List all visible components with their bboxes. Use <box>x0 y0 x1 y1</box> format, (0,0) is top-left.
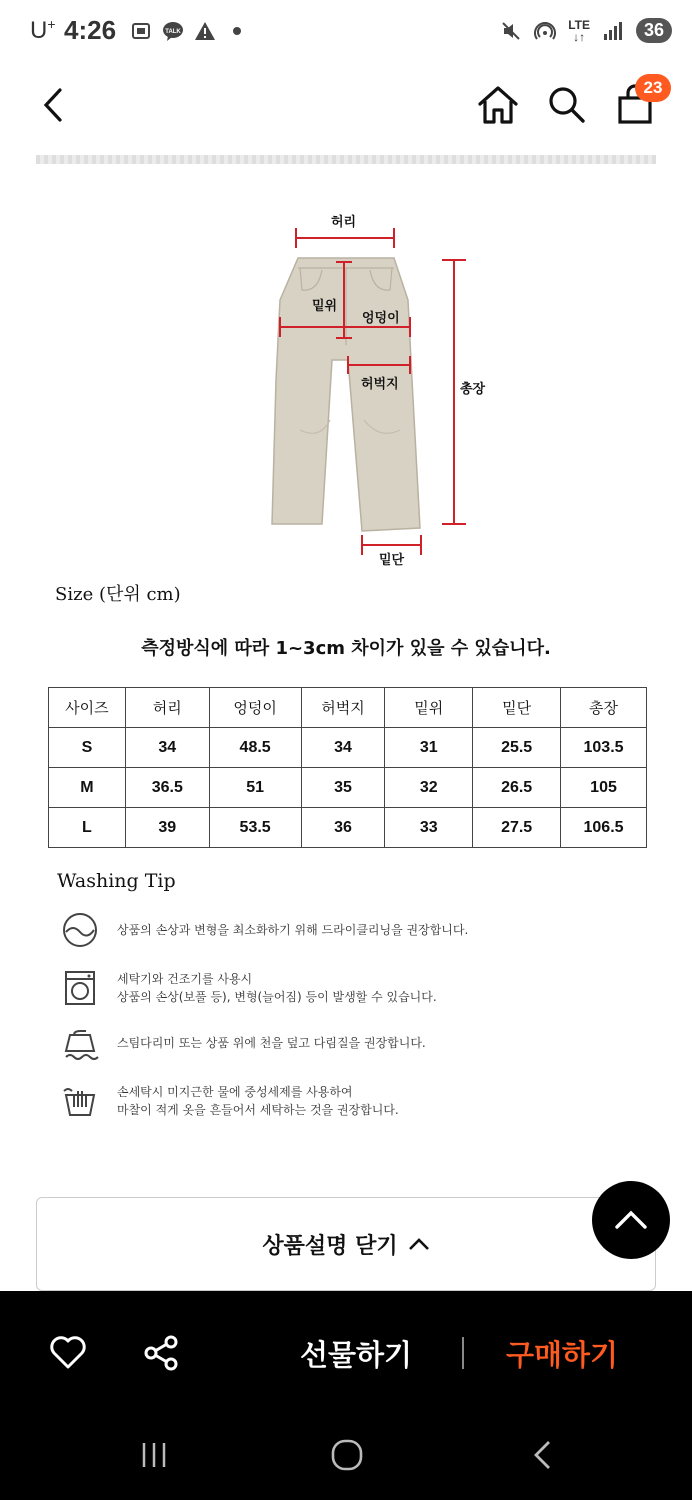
washing-tip-item <box>60 910 468 950</box>
close-description-label: 상품설명 닫기 <box>262 1233 398 1259</box>
table-cell: 34 <box>301 728 385 768</box>
table-cell: 48.5 <box>209 728 301 768</box>
tip-text-line: 스팀다리미 또는 상품 위에 천을 덮고 다림질을 권장합니다. <box>117 1036 426 1050</box>
table-cell: L <box>49 808 126 848</box>
action-divider <box>462 1337 464 1369</box>
wishlist-heart-icon[interactable] <box>48 1333 88 1373</box>
home-nav-icon[interactable] <box>330 1438 364 1472</box>
washing-tip-item <box>60 1023 426 1063</box>
table-header-row <box>49 688 647 728</box>
network-type: LTE ↓↑ <box>568 17 590 44</box>
table-cell: 27.5 <box>473 808 561 848</box>
table-cell: 105 <box>561 768 647 808</box>
table-header-cell: 밑단 <box>473 688 561 728</box>
washing-tip-item <box>60 1081 399 1121</box>
label-thigh: 허벅지 <box>361 377 399 392</box>
table-cell: 103.5 <box>561 728 647 768</box>
table-cell: 36.5 <box>125 768 209 808</box>
table-cell: 36 <box>301 808 385 848</box>
chevron-up-icon <box>408 1236 430 1252</box>
pants-illustration <box>0 0 692 575</box>
hand-wash-icon <box>60 1081 100 1121</box>
size-title: Size (단위 cm) <box>55 584 181 605</box>
table-row <box>49 808 647 848</box>
table-header-cell: 총장 <box>561 688 647 728</box>
table-row <box>49 728 647 768</box>
table-cell: 32 <box>385 768 473 808</box>
tip-text-line: 손세탁시 미지근한 물에 중성세제를 사용하여 <box>117 1085 353 1099</box>
label-rise: 밑위 <box>312 299 338 314</box>
table-cell: 33 <box>385 808 473 848</box>
battery-level: 36 <box>636 18 672 43</box>
table-header-cell: 밑위 <box>385 688 473 728</box>
washing-machine-icon <box>60 968 100 1008</box>
status-time: 4:26 <box>64 15 117 45</box>
tip-text-line: 상품의 손상(보풀 등), 변형(늘어짐) 등이 발생할 수 있습니다. <box>117 990 437 1004</box>
measurement-diagram <box>0 0 692 575</box>
table-header-cell: 엉덩이 <box>209 688 301 728</box>
table-cell: S <box>49 728 126 768</box>
gift-button[interactable]: 선물하기 <box>300 1338 413 1372</box>
label-hip: 엉덩이 <box>362 311 400 326</box>
cart-count-badge: 23 <box>635 74 671 102</box>
table-cell: 51 <box>209 768 301 808</box>
table-cell: 53.5 <box>209 808 301 848</box>
table-header-cell: 허벅지 <box>301 688 385 728</box>
carrier-label: U+ <box>30 16 56 44</box>
size-table <box>48 687 647 848</box>
table-cell: 39 <box>125 808 209 848</box>
washing-tip-title: Washing Tip <box>57 870 176 892</box>
iron-icon <box>60 1023 100 1063</box>
share-icon[interactable] <box>142 1333 180 1373</box>
table-cell: 31 <box>385 728 473 768</box>
table-header-cell: 사이즈 <box>49 688 126 728</box>
table-row <box>49 768 647 808</box>
table-cell: 35 <box>301 768 385 808</box>
label-hem: 밑단 <box>379 553 405 568</box>
buy-button[interactable]: 구매하기 <box>506 1338 619 1372</box>
label-waist: 허리 <box>331 215 357 230</box>
close-description-button[interactable] <box>36 1197 656 1291</box>
scroll-to-top-button[interactable] <box>592 1181 670 1259</box>
label-total-length: 총장 <box>460 382 486 397</box>
svg-text:TALK: TALK <box>165 29 181 35</box>
table-header-cell: 허리 <box>125 688 209 728</box>
dry-clean-icon <box>60 910 100 950</box>
table-cell: 25.5 <box>473 728 561 768</box>
recent-apps-icon[interactable] <box>140 1440 170 1470</box>
back-nav-icon[interactable] <box>528 1438 558 1472</box>
tip-text-line: 세탁기와 건조기를 사용시 <box>117 972 253 986</box>
table-cell: 26.5 <box>473 768 561 808</box>
tip-text-line: 마찰이 적게 옷을 흔들어서 세탁하는 것을 권장합니다. <box>117 1103 399 1117</box>
table-cell: M <box>49 768 126 808</box>
measurement-notice: 측정방식에 따라 1~3cm 차이가 있을 수 있습니다. <box>141 638 551 659</box>
table-cell: 34 <box>125 728 209 768</box>
tip-text-line: 상품의 손상과 변형을 최소화하기 위해 드라이클리닝을 권장합니다. <box>117 923 469 937</box>
washing-tip-item <box>60 968 437 1008</box>
table-cell: 106.5 <box>561 808 647 848</box>
chevron-up-icon <box>614 1209 648 1231</box>
